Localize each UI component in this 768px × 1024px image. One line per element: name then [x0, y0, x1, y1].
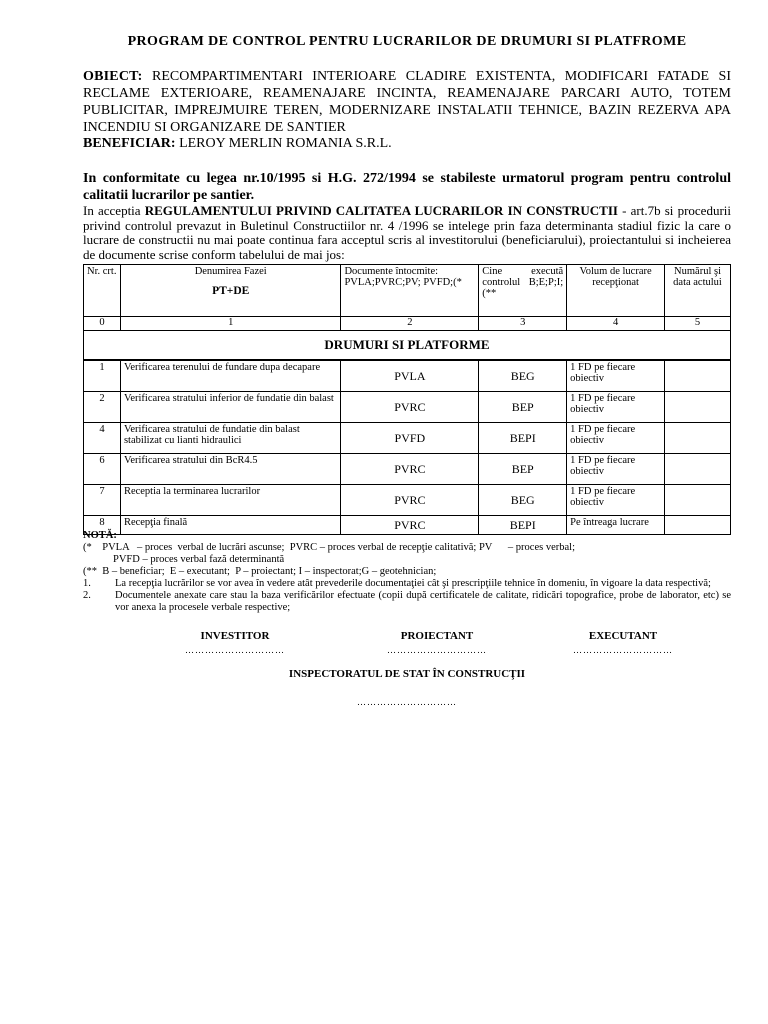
note-item-text: La recepţia lucrărilor se vor avea în vedere atât prevederile documentaţiei cât şi prescripţiile tehnice în domeniu, în vigoare la data respectivă;	[115, 578, 711, 589]
row-doc: PVLA	[341, 360, 479, 392]
column-number-row	[84, 317, 731, 331]
section-row	[84, 331, 731, 361]
signature-inspectorat-line: …………………………	[357, 697, 457, 707]
signature-investitor-label: INVESTITOR	[200, 630, 270, 642]
note-item-number: 2.	[83, 590, 91, 601]
row-faza: Receptia la terminarea lucrarilor	[120, 485, 341, 516]
table-row	[84, 454, 731, 485]
row-faza: Recepţia finală	[120, 516, 341, 535]
table-header-row	[84, 265, 731, 317]
row-nr: 4	[84, 423, 121, 454]
row-cine: BEPI	[479, 516, 567, 535]
column-number: 0	[84, 317, 121, 331]
signature-proiectant-line: …………………………	[387, 645, 487, 655]
inspectorat-label: INSPECTORATUL DE STAT ÎN CONSTRUCŢII	[288, 668, 526, 680]
row-volum: 1 FD pe fiecare obiectiv	[567, 360, 665, 392]
header-nr: Nr. crt.	[84, 265, 121, 317]
row-nr: 6	[84, 454, 121, 485]
signature-investitor	[145, 630, 325, 655]
row-faza: Verificarea stratului inferior de fundatie din balast	[120, 392, 341, 423]
row-volum: 1 FD pe fiecare obiectiv	[567, 454, 665, 485]
column-number: 4	[567, 317, 665, 331]
row-doc: PVFD	[341, 423, 479, 454]
row-numar	[665, 485, 731, 516]
beneficiar-text: LEROY MERLIN ROMANIA S.R.L.	[179, 136, 392, 151]
acceptia-paragraph	[83, 204, 731, 262]
row-doc: PVRC	[341, 454, 479, 485]
control-table	[83, 264, 731, 535]
row-nr: 1	[84, 360, 121, 392]
signature-executant-line: …………………………	[573, 645, 673, 655]
row-faza: Verificarea stratului de fundatie din balast stabilizat cu lianti hidraulici	[120, 423, 341, 454]
header-numar: Numărul şi data actului	[665, 265, 731, 317]
row-cine: BEP	[479, 392, 567, 423]
table-row	[84, 392, 731, 423]
notes-section	[83, 530, 731, 614]
row-volum: Pe întreaga lucrare	[567, 516, 665, 535]
beneficiar-label: BENEFICIAR:	[83, 136, 176, 151]
column-number: 3	[479, 317, 567, 331]
row-cine: BEP	[479, 454, 567, 485]
row-volum: 1 FD pe fiecare obiectiv	[567, 392, 665, 423]
row-cine: BEG	[479, 360, 567, 392]
row-cine: BEPI	[479, 423, 567, 454]
column-number: 1	[120, 317, 341, 331]
row-faza: Verificarea terenului de fundare dupa decapare	[120, 360, 341, 392]
signature-executant	[533, 630, 713, 655]
row-nr: 2	[84, 392, 121, 423]
row-numar	[665, 360, 731, 392]
note-abbrev-documents: (* PVLA – proces verbal de lucrări ascunse; PVRC – proces verbal de recepţie calitativă; PV – proces verbal;	[83, 542, 575, 553]
conformitate-paragraph: In conformitate cu legea nr.10/1995 si H.G. 272/1994 se stabileste urmatorul program pentru controlul calitatii lucrarilor pe santier.	[83, 171, 731, 203]
note-item	[83, 578, 731, 590]
row-nr: 7	[84, 485, 121, 516]
signature-investitor-line: …………………………	[185, 645, 285, 655]
signature-proiectant	[347, 630, 527, 655]
table-row	[84, 423, 731, 454]
row-numar	[665, 392, 731, 423]
row-volum: 1 FD pe fiecare obiectiv	[567, 423, 665, 454]
acceptia-post: - art.7b si procedurii privind controlul prevazut in Buletinul Constructiilor nr. 4 /1996 se intelege prin faza determinanta stadiul fizic la care o lucrare de constructii nu mai poate continua fara acceptul scris al investitorului (beneficiarului), proiectantului si incheierea de documente scrise conform tabelului de mai jos:	[83, 204, 731, 262]
beneficiar-line	[83, 135, 731, 152]
notes-heading: NOTĂ:	[83, 530, 117, 541]
signature-executant-label: EXECUTANT	[588, 630, 658, 642]
signature-proiectant-label: PROIECTANT	[400, 630, 474, 642]
obiect-label: OBIECT:	[83, 69, 143, 84]
row-doc: PVRC	[341, 485, 479, 516]
document-title: PROGRAM DE CONTROL PENTRU LUCRARILOR DE DRUMURI SI PLATFROME	[127, 34, 687, 49]
obiect-text: RECOMPARTIMENTARI INTERIOARE CLADIRE EXISTENTA, MODIFICARI FATADE SI RECLAME EXTERIOARE, REAMENAJARE INCINTA, REAMENAJARE PARCARI AUTO, TOTEM PUBLICITAR, IMPREJMUIRE TEREN, MODERNIZARE INSTALATII TEHNICE, BAZIN REZERVA APA INCENDIU SI ORGANIZARE DE SANTIER	[83, 69, 732, 135]
row-nr: 8	[84, 516, 121, 535]
header-cine: Cine execută controlul B;E;P;I;(**	[479, 265, 567, 317]
row-volum: 1 FD pe fiecare obiectiv	[567, 485, 665, 516]
table-row	[84, 360, 731, 392]
acceptia-bold: REGULAMENTULUI PRIVIND CALITATEA LUCRARILOR IN CONSTRUCTII	[144, 204, 618, 218]
note-abbrev-pvfd: PVFD – proces verbal fază determinantă	[113, 554, 285, 565]
header-documente: Documente întocmite: PVLA;PVRC;PV; PVFD;(*	[341, 265, 479, 317]
obiect-paragraph	[83, 68, 731, 136]
table-row	[84, 485, 731, 516]
header-faza-sub: PT+DE	[212, 285, 250, 297]
section-title: DRUMURI SI PLATFORME	[84, 331, 731, 361]
row-doc: PVRC	[341, 392, 479, 423]
row-cine: BEG	[479, 485, 567, 516]
row-doc: PVRC	[341, 516, 479, 535]
note-item	[83, 590, 731, 614]
row-numar	[665, 423, 731, 454]
acceptia-pre: In acceptia	[83, 204, 145, 218]
note-item-text: Documentele anexate care stau la baza verificărilor efectuate (copii după certificatele de calitate, ridicări topografice, probe de laborator, etc) se vor anexa la procesele verbale respective;	[115, 590, 731, 613]
row-faza: Verificarea stratului din BcR4.5	[120, 454, 341, 485]
column-number: 5	[665, 317, 731, 331]
note-abbrev-control: (** B – beneficiar; E – executant; P – proiectant; I – inspectorat;G – geotehnician;	[83, 566, 437, 577]
row-numar	[665, 454, 731, 485]
header-volum: Volum de lucrare recepţionat	[567, 265, 665, 317]
header-faza-label: Denumirea Fazei	[194, 266, 267, 277]
note-item-number: 1.	[83, 578, 91, 589]
column-number: 2	[341, 317, 479, 331]
header-faza	[120, 265, 341, 317]
